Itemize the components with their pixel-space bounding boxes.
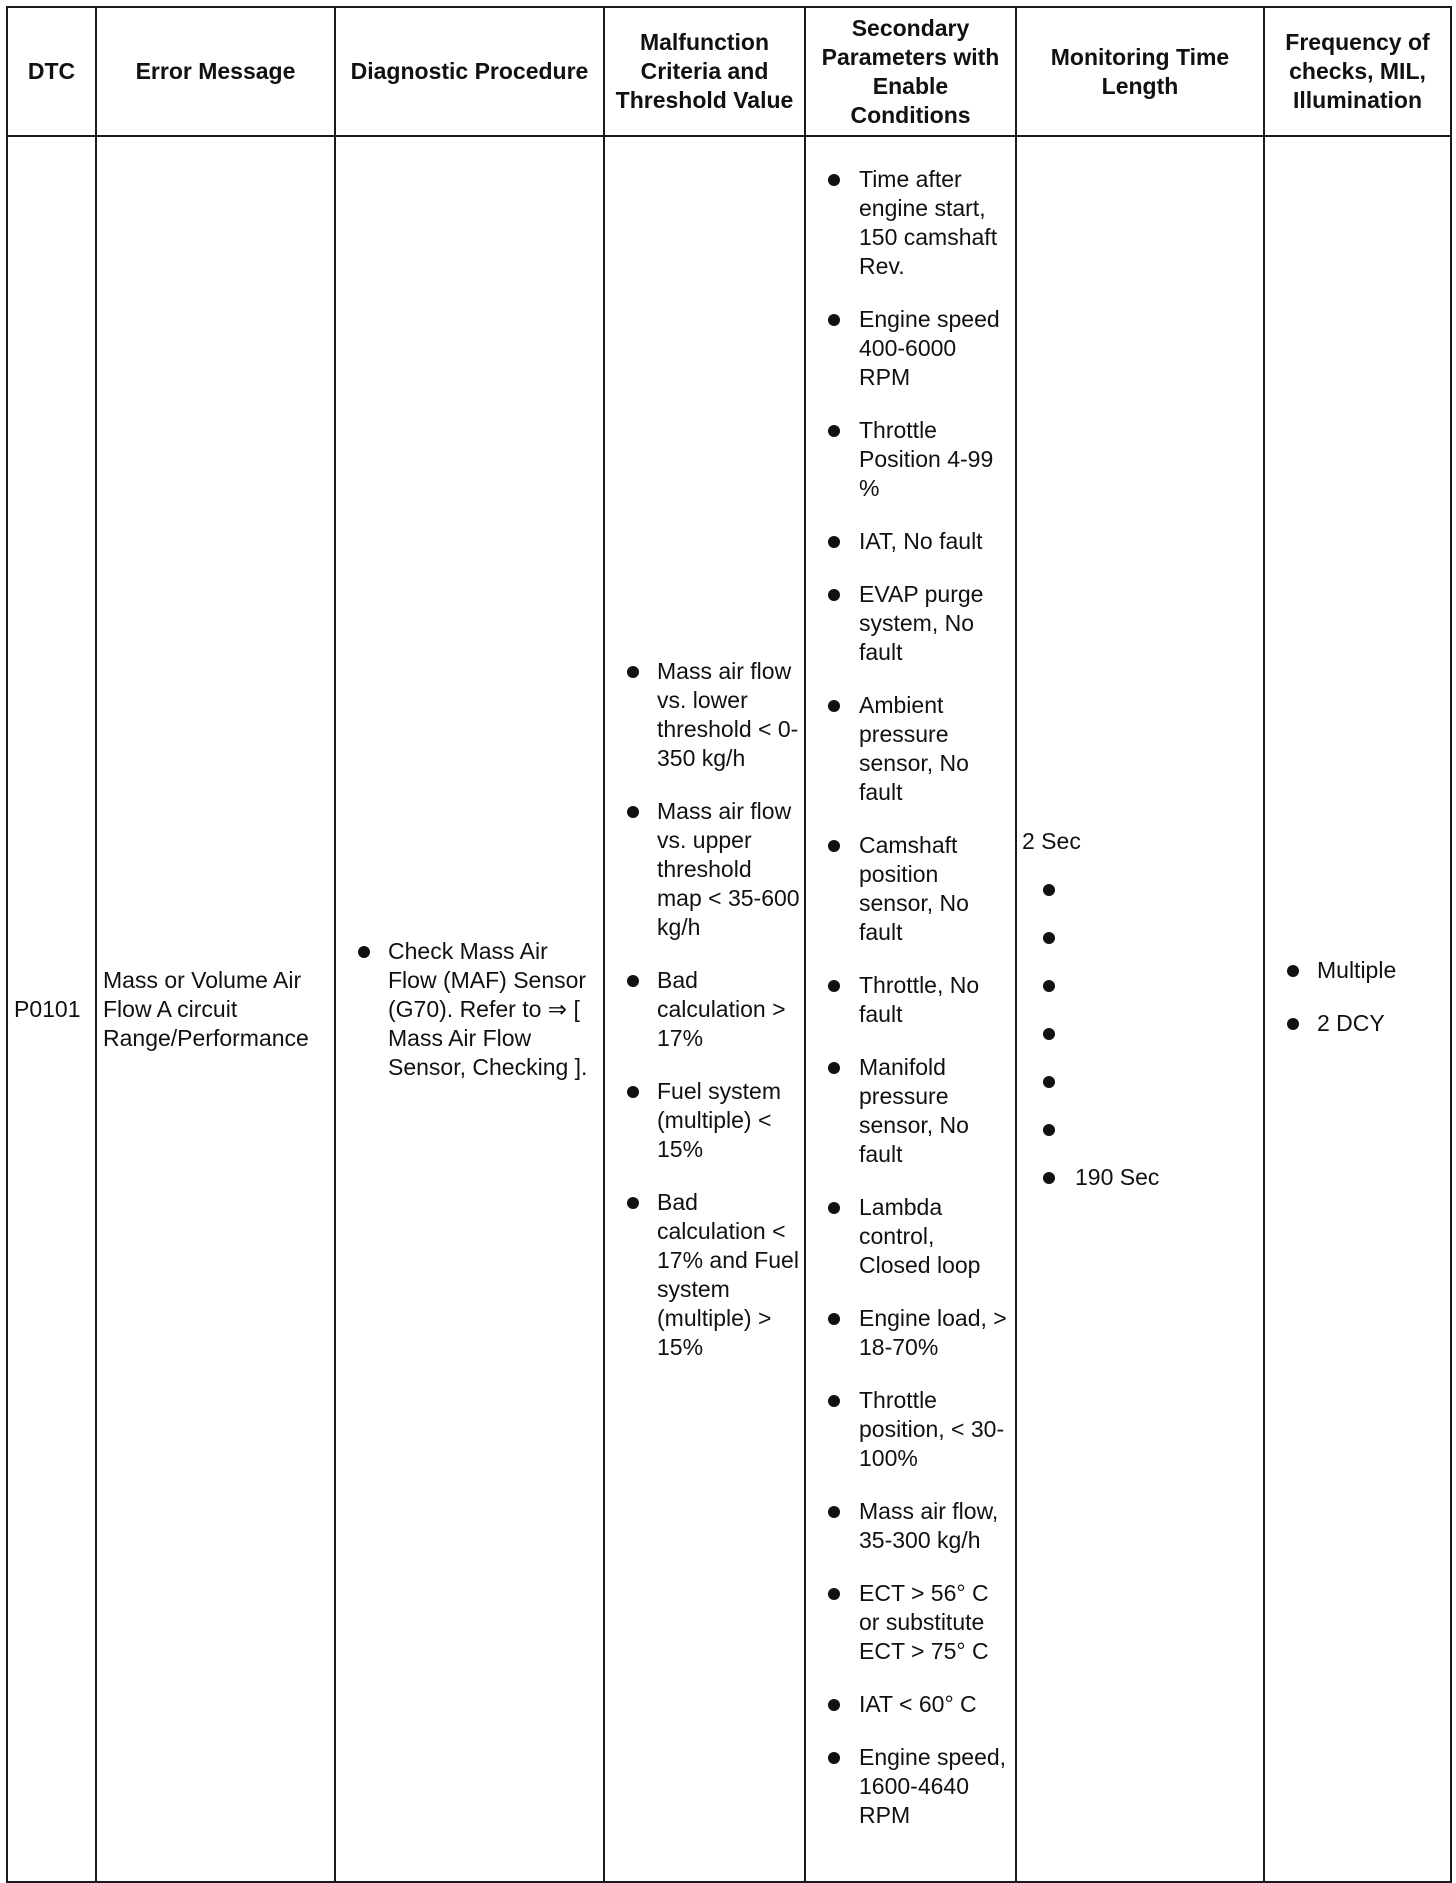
bullet-icon: [828, 840, 840, 852]
secondary-parameter-item-text: IAT, No fault: [859, 527, 983, 554]
bullet-icon: [1287, 965, 1299, 977]
secondary-parameter-item-text: Engine speed, 1600-4640 RPM: [859, 1743, 1007, 1828]
secondary-parameter-item-text: Ambient pressure sensor, No fault: [859, 691, 969, 805]
bullet-icon: [358, 946, 370, 958]
monitoring-time-item: [1022, 1019, 1263, 1048]
bullet-icon: [828, 589, 840, 601]
criteria-item: [605, 657, 804, 773]
bullet-icon: [828, 1062, 840, 1074]
error-message: Mass or Volume Air Flow A circuit Range/Performance: [96, 136, 335, 1882]
bullet-icon: [828, 1202, 840, 1214]
secondary-parameter-item: [806, 691, 1015, 807]
monitoring-time-item: [1022, 875, 1263, 904]
secondary-parameter-item: [806, 1579, 1015, 1666]
criteria-item: [605, 1188, 804, 1362]
dtc-table: [6, 6, 1452, 1883]
secondary-parameter-item-text: Throttle Position 4-99 %: [859, 416, 994, 501]
bullet-icon: [828, 174, 840, 186]
header-monitoring-time: Monitoring Time Length: [1016, 7, 1264, 136]
procedure-item-text: Check Mass Air Flow (MAF) Sensor (G70). Refer to ⇒ [ Mass Air Flow Sensor, Checking ].: [388, 937, 588, 1080]
secondary-parameter-item: [806, 527, 1015, 556]
criteria-item-text: Bad calculation < 17% and Fuel system (multiple) > 15%: [657, 1188, 799, 1360]
criteria-list: [605, 657, 804, 1362]
frequency-item-text: Multiple: [1317, 957, 1397, 983]
bullet-icon: [1043, 1076, 1055, 1088]
bullet-icon: [828, 314, 840, 326]
bullet-icon: [828, 1395, 840, 1407]
procedure-item: [336, 937, 603, 1082]
secondary-parameter-item-text: IAT < 60° C: [859, 1690, 977, 1717]
bullet-icon: [1043, 932, 1055, 944]
diagnostic-procedure-cell: [335, 136, 604, 1882]
secondary-parameter-item-text: Throttle position, < 30-100%: [859, 1386, 1005, 1471]
bullet-icon: [1043, 1028, 1055, 1040]
monitoring-time-item: [1022, 923, 1263, 952]
secondary-parameter-item-text: Engine speed 400-6000 RPM: [859, 305, 1000, 390]
secondary-parameter-item-text: Manifold pressure sensor, No fault: [859, 1053, 969, 1167]
monitoring-time-item: [1022, 1163, 1263, 1192]
header-error-message: Error Message: [96, 7, 335, 136]
bullet-icon: [627, 666, 639, 678]
malfunction-criteria-cell: [604, 136, 805, 1882]
secondary-parameter-item: [806, 580, 1015, 667]
bullet-icon: [828, 980, 840, 992]
monitoring-time-item: [1022, 971, 1263, 1000]
bullet-icon: [828, 1313, 840, 1325]
header-frequency: Frequency of checks, MIL, Illumination: [1264, 7, 1451, 136]
header-dtc: DTC: [7, 7, 96, 136]
criteria-item: [605, 966, 804, 1053]
bullet-icon: [828, 1588, 840, 1600]
criteria-item-text: Mass air flow vs. upper threshold map < 35-600 kg/h: [657, 797, 800, 940]
secondary-parameters-cell: [805, 136, 1016, 1882]
bullet-icon: [828, 1699, 840, 1711]
secondary-parameter-item: [806, 165, 1015, 281]
header-row: [7, 7, 1451, 136]
bullet-icon: [627, 806, 639, 818]
bullet-icon: [627, 1086, 639, 1098]
secondary-parameter-item-text: Engine load, > 18-70%: [859, 1304, 1007, 1360]
criteria-item-text: Mass air flow vs. lower threshold < 0-350 kg/h: [657, 657, 799, 771]
bullet-icon: [828, 536, 840, 548]
secondary-parameter-item: [806, 971, 1015, 1029]
criteria-item: [605, 797, 804, 942]
header-secondary-parameters: Secondary Parameters with Enable Conditions: [805, 7, 1016, 136]
bullet-icon: [627, 975, 639, 987]
bullet-icon: [828, 700, 840, 712]
bullet-icon: [627, 1197, 639, 1209]
bullet-icon: [1043, 884, 1055, 896]
criteria-item: [605, 1077, 804, 1164]
criteria-item-text: Fuel system (multiple) < 15%: [657, 1077, 781, 1162]
frequency-list: [1265, 956, 1450, 1038]
frequency-cell: [1264, 136, 1451, 1882]
dtc-code: P0101: [7, 136, 96, 1882]
secondary-parameter-item: [806, 1304, 1015, 1362]
criteria-item-text: Bad calculation > 17%: [657, 966, 786, 1051]
secondary-parameter-item: [806, 416, 1015, 503]
secondary-parameter-item-text: Lambda control, Closed loop: [859, 1193, 981, 1278]
secondary-parameter-item-text: Throttle, No fault: [859, 971, 980, 1027]
secondary-parameter-item: [806, 1386, 1015, 1473]
bullet-icon: [1287, 1018, 1299, 1030]
monitoring-time-item-text: 190 Sec: [1075, 1163, 1160, 1190]
secondary-parameter-item: [806, 1053, 1015, 1169]
frequency-item: [1265, 956, 1450, 985]
frequency-item-text: 2 DCY: [1317, 1010, 1385, 1036]
table-row: [7, 136, 1451, 1882]
header-diagnostic-procedure: Diagnostic Procedure: [335, 7, 604, 136]
bullet-icon: [828, 1752, 840, 1764]
bullet-icon: [1043, 1172, 1055, 1184]
secondary-parameter-item-text: ECT > 56° C or substitute ECT > 75° C: [859, 1579, 989, 1664]
monitoring-time-item: [1022, 1067, 1263, 1096]
secondary-parameter-item-text: Mass air flow, 35-300 kg/h: [859, 1497, 999, 1553]
procedure-list: [336, 937, 603, 1082]
secondary-parameter-item-text: Time after engine start, 150 camshaft Rev.: [859, 165, 998, 279]
secondary-parameter-item: [806, 305, 1015, 392]
bullet-icon: [828, 425, 840, 437]
secondary-parameter-item: [806, 1497, 1015, 1555]
secondary-parameter-item-text: Camshaft position sensor, No fault: [859, 831, 969, 945]
monitoring-time-cell: [1016, 136, 1264, 1882]
bullet-icon: [1043, 1124, 1055, 1136]
frequency-item: [1265, 1009, 1450, 1038]
secondary-parameter-item: [806, 1690, 1015, 1719]
bullet-icon: [828, 1506, 840, 1518]
secondary-parameter-item: [806, 1193, 1015, 1280]
bullet-icon: [1043, 980, 1055, 992]
header-malfunction-criteria: Malfunction Criteria and Threshold Value: [604, 7, 805, 136]
secondary-parameter-item: [806, 831, 1015, 947]
secondary-parameters-list: [806, 165, 1015, 1830]
monitoring-time-list: [1022, 875, 1263, 1192]
monitoring-time-first: 2 Sec: [1022, 827, 1081, 854]
secondary-parameter-item-text: EVAP purge system, No fault: [859, 580, 984, 665]
secondary-parameter-item: [806, 1743, 1015, 1830]
monitoring-time-item: [1022, 1115, 1263, 1144]
